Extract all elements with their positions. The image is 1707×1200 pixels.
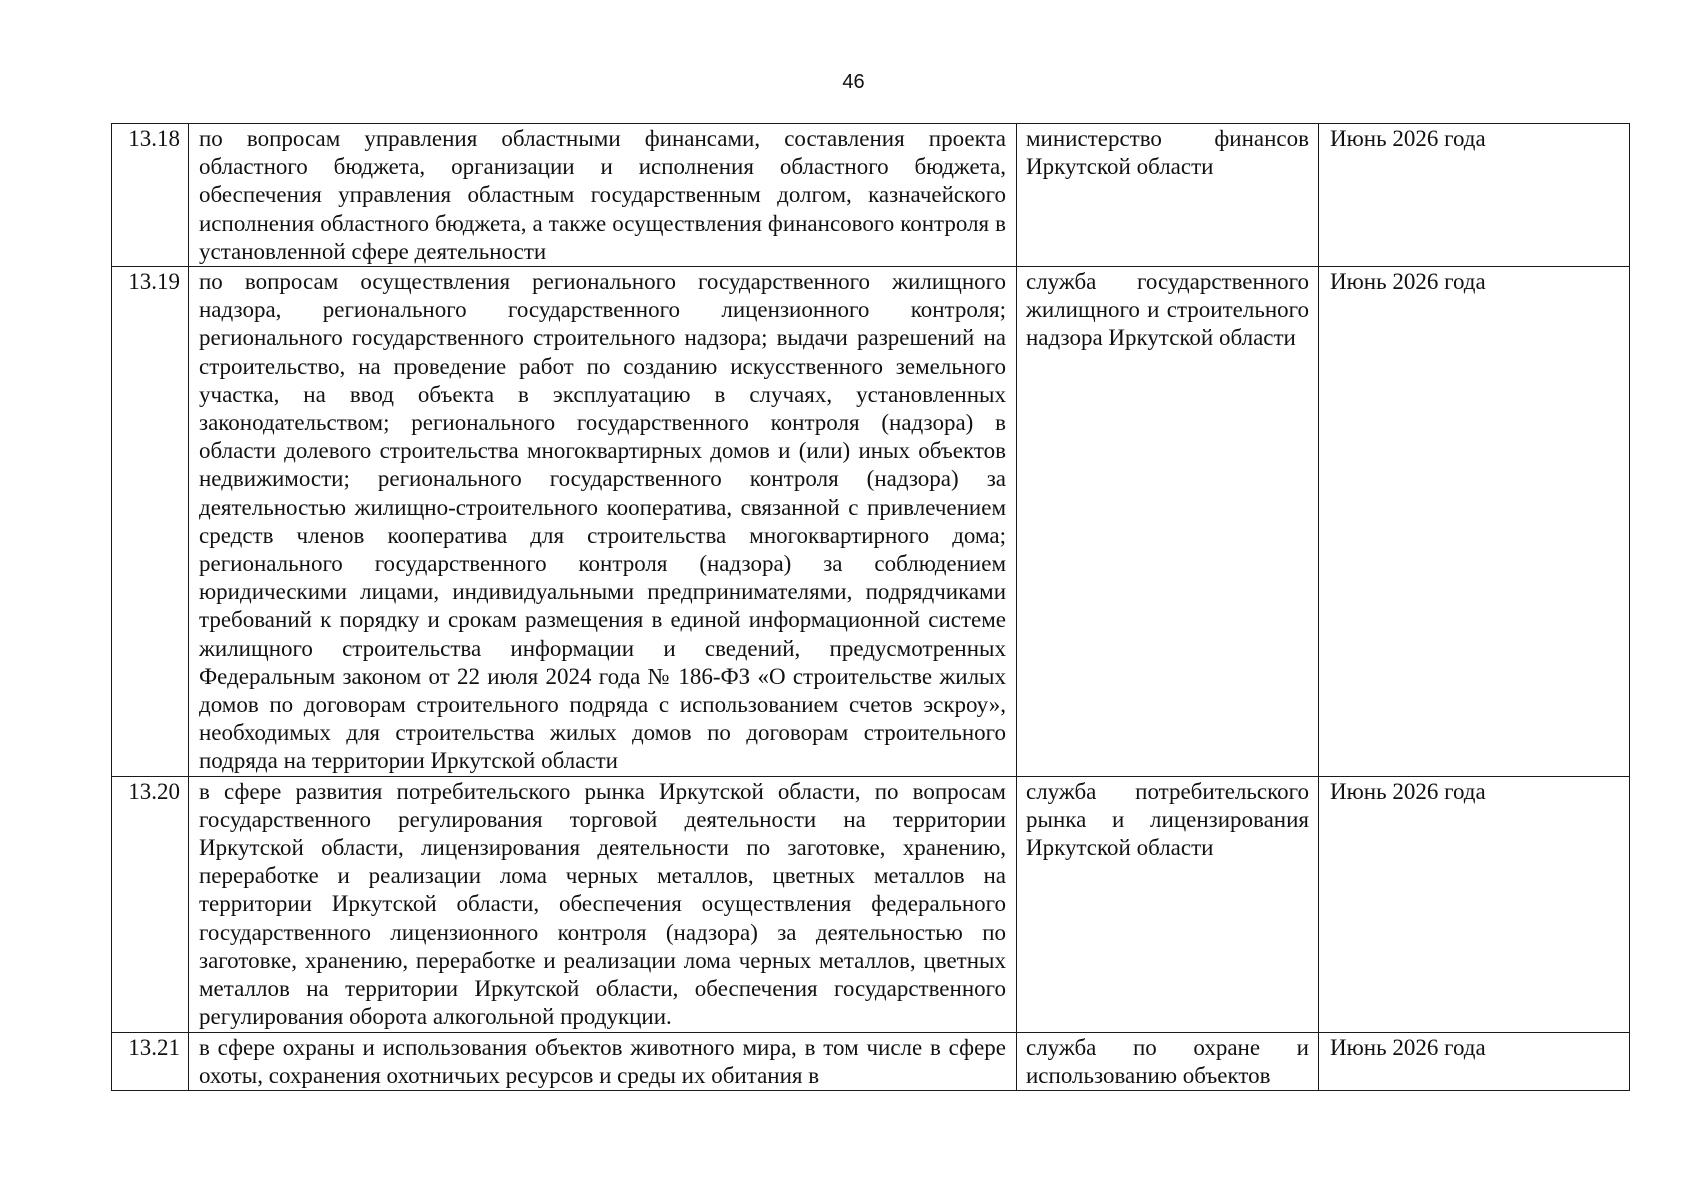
row-responsible: министерство финансов Иркутской области — [1017, 124, 1319, 267]
table-row — [112, 267, 1630, 777]
row-deadline: Июнь 2026 года — [1319, 776, 1630, 1032]
row-number: 13.19 — [112, 267, 189, 777]
table-row — [112, 776, 1630, 1032]
row-description: в сфере охраны и использования объектов животного мира, в том числе в сфере охоты, сохранения охотничьих ресурсов и среды их обитания в — [189, 1032, 1017, 1090]
plan-table — [111, 123, 1630, 1091]
row-description: по вопросам осуществления регионального государственного жилищного надзора, регионального государственного лицензионного контроля; регионального государственного строительного надзора; выдачи разрешений на строительство, на проведение работ по созданию искусственного земельного участка, на ввод объекта в эксплуатацию в случаях, установленных законодательством; регионального государственного контроля (надзора) в области долевого строительства многоквартирных домов и (или) иных объектов недвижимости; регионального государственного контроля (надзора) за деятельностью жилищно-строительного кооператива, связанной с привлечением средств членов кооператива для строительства многоквартирного дома; регионального государственного контроля (надзора) за соблюдением юридическими лицами, индивидуальными предпринимателями, подрядчиками требований к порядку и срокам размещения в единой информационной системе жилищного строительства информации и сведений, предусмотренных Федеральным законом от 22 июля 2024 года № 186-ФЗ «О строительстве жилых домов по договорам строительного подряда с использованием счетов эскроу», необходимых для строительства жилых домов по договорам строительного подряда на территории Иркутской области — [189, 267, 1017, 777]
row-responsible: служба потребительского рынка и лицензирования Иркутской области — [1017, 776, 1319, 1032]
row-deadline: Июнь 2026 года — [1319, 124, 1630, 267]
row-deadline: Июнь 2026 года — [1319, 1032, 1630, 1090]
table-row — [112, 124, 1630, 267]
row-description: в сфере развития потребительского рынка Иркутской области, по вопросам государственного регулирования торговой деятельности на территории Иркутской области, лицензирования деятельности по заготовке, хранению, переработке и реализации лома черных металлов, цветных металлов на территории Иркутской области, обеспечения осуществления федерального государственного лицензионного контроля (надзора) за деятельностью по заготовке, хранению, переработке и реализации лома черных металлов, цветных металлов на территории Иркутской области, обеспечения государственного регулирования оборота алкогольной продукции. — [189, 776, 1017, 1032]
row-description: по вопросам управления областными финансами, составления проекта областного бюджета, организации и исполнения областного бюджета, обеспечения управления областным государственным долгом, казначейского исполнения областного бюджета, а также осуществления финансового контроля в установленной сфере деятельности — [189, 124, 1017, 267]
page-number: 46 — [842, 71, 865, 93]
row-number: 13.18 — [112, 124, 189, 267]
row-responsible: служба государственного жилищного и строительного надзора Иркутской области — [1017, 267, 1319, 777]
row-responsible: служба по охране и использованию объектов — [1017, 1032, 1319, 1090]
row-number: 13.20 — [112, 776, 189, 1032]
table-row — [112, 1032, 1630, 1090]
row-number: 13.21 — [112, 1032, 189, 1090]
row-deadline: Июнь 2026 года — [1319, 267, 1630, 777]
